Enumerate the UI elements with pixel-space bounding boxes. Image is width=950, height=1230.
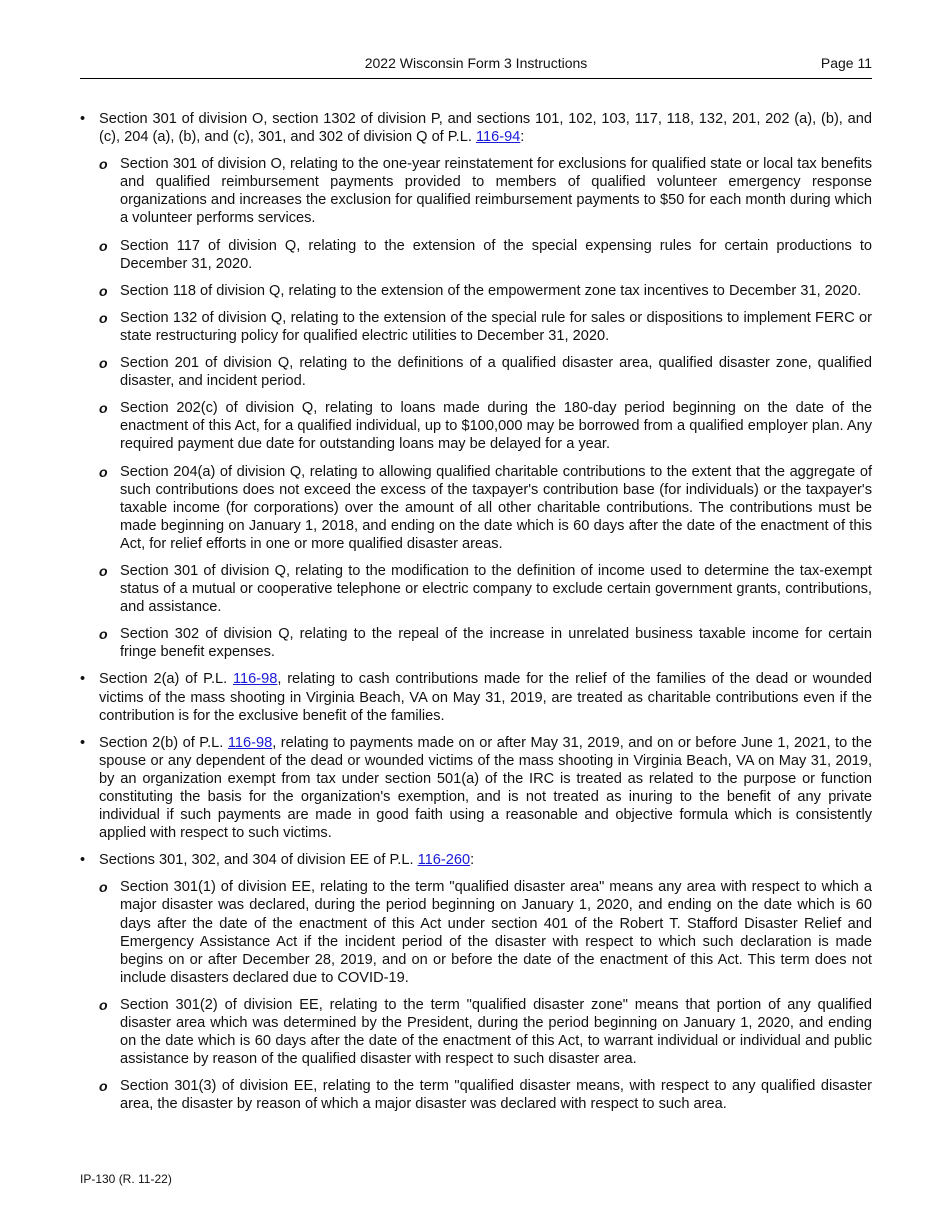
sub-list-item: o Section 204(a) of division Q, relating to allowing qualified charitable contributions to the extent that the aggregate of such contributions does not exceed the excess of the taxpayer's contribution base (for individuals) or the taxpayer's taxable income (for corporations) over the amount of all other charitable contributions. The contributions must be made beginning on January 1, 2018, and ending on the date which is 60 days after the date of the enactment of this Act, for relief efforts in one or more qualified disaster areas. <box>99 463 872 552</box>
circle-bullet-icon: o <box>99 355 108 372</box>
law-link[interactable]: 116-98 <box>233 671 278 688</box>
circle-bullet-icon: o <box>99 282 108 299</box>
bullet-icon: • <box>80 852 86 869</box>
sub-list-item: o Section 301(3) of division EE, relating to the term "qualified disaster means, with respect to any qualified disaster area, the disaster by reason of which a major disaster was declared with respect to such area. <box>99 1078 872 1113</box>
circle-bullet-icon: o <box>99 309 108 326</box>
sub-list-item: o Section 132 of division Q, relating to the extension of the special rule for sales or dispositions to implement FERC or state restructuring policy for qualified electric utilities to December 31, 2020. <box>99 309 872 344</box>
law-link[interactable]: 116-94 <box>475 129 521 146</box>
list-item: • Section 301 of division O, section 1302 of division P, and sections 101, 102, 103, 117, 118, 132, 201, 202 (a), (b), and (c), 204 (a), (b), and (c), 301, and 302 of division Q of P.L. 116-94: <box>80 111 872 146</box>
sub-list-item: o Section 117 of division Q, relating to the extension of the special expensing rules for certain productions to December 31, 2020. <box>99 237 872 272</box>
bullet-icon: • <box>80 111 86 127</box>
circle-bullet-icon: o <box>99 626 108 643</box>
sub-list-item: o Section 301(1) of division EE, relating to the term "qualified disaster area" means any area with respect to which a major disaster was declared, during the period beginning on January 1, 2020, and ending on the date which is 60 days after the date of the enactment of this Act under section 401 of the Robert T. Stafford Disaster Relief and Emergency Assistance Act if the incident period of the disaster with respect to which such declaration is made begins on or after December 28, 2019, and on or before the date of the enactment of this Act. This term does not include disasters declared due to COVID-19. <box>99 879 872 986</box>
law-link[interactable]: 116-98 <box>227 734 273 751</box>
bullet-icon: • <box>80 734 86 751</box>
law-link[interactable]: 116-260 <box>417 852 471 869</box>
sub-list-item: o Section 302 of division Q, relating to the repeal of the increase in unrelated business taxable income for certain fringe benefit expenses. <box>99 626 872 661</box>
document-title: 2022 Wisconsin Form 3 Instructions <box>364 55 588 71</box>
sub-list-item: o Section 301(2) of division EE, relating to the term "qualified disaster zone" means that portion of any qualified disaster area which was determined by the President, during the period beginning on January 1, 2020, and ending on the date which is 60 days after the date of the enactment of this Act, to warrant individual or individual and public assistance by reason of the qualified disaster with respect to such disaster area. <box>99 996 872 1068</box>
list-item: • Section 2(a) of P.L. 116-98, relating to cash contributions made for the relief of the families of the dead or wounded victims of the mass shooting in Virginia Beach, VA on May 31, 2019, are treated as charitable contributions even if the contribution is for the exclusive benefit of the families. <box>80 671 872 724</box>
form-id: IP-130 (R. 11-22) <box>80 1172 172 1186</box>
list-item: • Sections 301, 302, and 304 of division EE of P.L. 116-260: <box>80 852 475 869</box>
circle-bullet-icon: o <box>99 996 108 1013</box>
page-number: Page 11 <box>820 55 872 71</box>
page-header <box>80 54 872 79</box>
sub-list-item: o Section 301 of division Q, relating to the modification to the definition of income used to determine the tax-exempt status of a mutual or cooperative telephone or electric company to exclude certain government grants, contributions, and assistance. <box>99 562 872 616</box>
circle-bullet-icon: o <box>99 463 108 480</box>
sub-list-item: o Section 202(c) of division Q, relating to loans made during the 180-day period beginning on the date of the enactment of this Act, for a qualified individual, up to $100,000 may be borrowed from a qualified employer plan. Any required payment due date for outstanding loans may be delayed for a year. <box>99 400 872 453</box>
sub-list-item: o Section 201 of division Q, relating to the definitions of a qualified disaster area, qualified disaster zone, qualified disaster, and incident period. <box>99 355 872 390</box>
list-item: • Section 2(b) of P.L. 116-98, relating to payments made on or after May 31, 2019, and on or before June 1, 2021, to the spouse or any dependent of the dead or wounded victims of the mass shooting in Virginia Beach, VA on May 31, 2019, by an organization exempt from tax under section 501(a) of the IRC is treated as related to the purpose or function constituting the basis for the organization's exemption, and is not treated as inuring to the benefit of any private individual if such payments are made in good faith using a reasonable and objective formula which is consistently applied with respect to such victims. <box>80 734 872 842</box>
circle-bullet-icon: o <box>99 1078 108 1095</box>
sub-list-item: o Section 301 of division O, relating to the one-year reinstatement for exclusions for qualified state or local tax benefits and qualified reimbursement payments provided to members of qualified volunteer emergency response organizations and increases the exclusion for qualified reimbursement payments to $50 for each month during which a volunteer performs services. <box>99 156 872 227</box>
sub-list-item: o Section 118 of division Q, relating to the extension of the empowerment zone tax incentives to December 31, 2020. <box>99 282 862 299</box>
circle-bullet-icon: o <box>99 879 108 896</box>
document-body <box>80 110 872 1123</box>
circle-bullet-icon: o <box>99 237 108 254</box>
circle-bullet-icon: o <box>99 562 108 579</box>
circle-bullet-icon: o <box>99 156 108 173</box>
bullet-icon: • <box>80 671 86 688</box>
circle-bullet-icon: o <box>99 400 108 417</box>
